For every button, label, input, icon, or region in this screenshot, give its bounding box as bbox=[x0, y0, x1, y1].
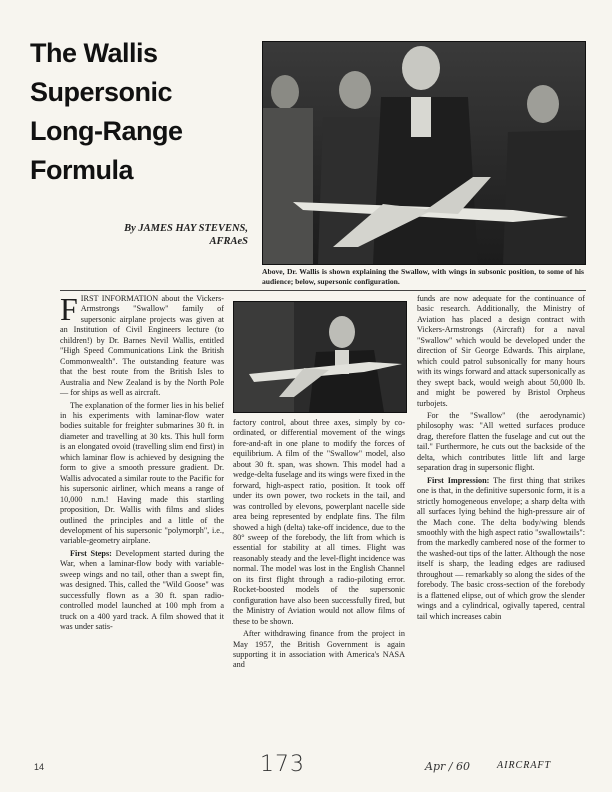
top-photo bbox=[262, 41, 586, 265]
subheading: First Impression: bbox=[427, 475, 490, 485]
paragraph: After withdrawing finance from the project in May 1957, the British Government is again supporting it in association with America's NASA and bbox=[233, 629, 405, 670]
handwritten-number: 173 bbox=[260, 752, 305, 777]
title-line: Formula bbox=[30, 155, 134, 185]
paragraph: The explanation of the former lies in his belief in his experiments with laminar-flow water bodies suitable for freighter submarines 30 ft. in diameter and travelling at 30 kts. This hull form is an elongated ovoid (travelling slim end first) in which laminar flow is achieved by designing the form to give a smooth pressure gradient. Dr. Wallis advocated a similar route to the Pacific for his supersonic airliner, which means a range of 10,000 n.m.! Having made this startling proposition, Dr. Wallis with films and slides outlined the principles and a little of the development of his supersonic "polymorph", i.e., variable-geometry airplane. bbox=[60, 400, 224, 546]
paragraph-text: IRST INFORMATION about the Vickers-Armstrongs "Swallow" family of supersonic airplane projects was given at an Institution of Civil Engineers lecture (to children!) by Dr. Barnes Nevil Wallis, entitled "High Speed Communications Link the British Commonwealth". The outstanding feature was that the best route from the British Isles to Australia and New Zealand is by the North Pole — for ships as well as aircraft. bbox=[60, 294, 224, 398]
paragraph-text: The first thing that strikes one is that, in the definitive supersonic form, it is a strictly homogeneous envelope; a sharp delta with all surfaces lying behind the high-pressure air of the Mach cone. The delta body/wing blends smoothly with the high aspect ratio "swallowtails": from the markedly cambered nose of the former to the washed-out tips of the latter. Although the nose itself is sharp, the leading edges are radiused throughout — remarkably so along the sides of the forebody. The basic cross-section of the forebody is a flattened elipse, out of which grow the slender wings and a cylindrical, ogivally tapered, central tail which increases cabin bbox=[417, 475, 585, 621]
paragraph bbox=[60, 291, 224, 399]
photo-illustration bbox=[263, 42, 585, 264]
paragraph: For the "Swallow" (the aerodynamic) philosophy was: "All wetted surfaces produce drag, therefore flatten the fuselage and cut out the tail." Furthermore, he cuts out the backside of the delta, which contributes little lift and large separation drag in supersonic flight. bbox=[417, 410, 585, 473]
byline-author: By JAMES HAY STEVENS, bbox=[124, 223, 248, 234]
title-line: The Wallis bbox=[30, 38, 158, 68]
title-line: Supersonic bbox=[30, 77, 173, 107]
handwritten-date: Apr / 60 bbox=[425, 760, 470, 773]
divider bbox=[60, 290, 586, 291]
photo-caption: Above, Dr. Wallis is shown explaining the Swallow, with wings in subsonic position, to some of his audience; below, supersonic configuration. bbox=[262, 267, 584, 286]
page-number: 14 bbox=[34, 762, 45, 772]
paragraph-text: Development started during the War, when a laminar-flow body with variable-sweep wings and no tail, other than a swept fin, was designed. This, called the "Wild Goose" was successfully flown as a 30 ft. span radio-controlled model launched at 100 mph from a truck on a 400 yard track. A film showed that it was under satis- bbox=[60, 548, 225, 632]
magazine-name: AIRCRAFT bbox=[497, 760, 552, 771]
photo-illustration bbox=[234, 302, 406, 412]
paragraph: funds are now adequate for the continuance of basic research. Additionally, the Ministry of Aviation has placed a design contract with Vickers-Armstrongs (Aircraft) for a naval "Swallow" which would be developed under the direction of Sir George Edwards. This airplane, which could patrol subsonically for many hours with its wings forward and attack supersonically as they swept back, would weigh about 50,000 lb. and might be powered by Bristol Orpheus turbojets. bbox=[417, 294, 585, 408]
paragraph: factory control, about three axes, simply by co-ordinated, or differential movement of the wings fore-and-aft in one plane to modify the forces of equilibrium. A film of the "Swallow" model, also about 30 ft. span, was shown. This model had a wedge-delta fuselage and its wings were fixed in the forward, high-aspect ratio, position. It took off under its own power, two rockets in the tail, and was controlled by elevons, powerplant nacelle side area being represented by endplate fins. The film showed a high (delta) take-off incidence, due to the 80° sweep of the forebody, the lift from which is essential for stability at all times. Flight was reasonably steady and the level-flight incidence was normal. The model was lost in the English Channel on its first flight through a radio-piloting error. Rocket-boosted models of the supersonic configuration have also been successfully fired, but the Ministry of Aviation would not allow films of these to be shown. bbox=[233, 418, 405, 626]
paragraph bbox=[60, 549, 224, 633]
byline-credentials: AFRAeS bbox=[209, 236, 248, 247]
article-column-2 bbox=[233, 418, 405, 673]
article-column-3 bbox=[417, 294, 585, 624]
title-line: Long-Range bbox=[30, 116, 183, 146]
paragraph bbox=[417, 476, 585, 622]
bottom-photo bbox=[233, 301, 407, 413]
drop-cap: F bbox=[60, 291, 78, 327]
article-column-1 bbox=[60, 291, 225, 635]
byline bbox=[78, 222, 248, 248]
subheading: First Steps: bbox=[70, 548, 112, 558]
article-title bbox=[30, 34, 230, 190]
